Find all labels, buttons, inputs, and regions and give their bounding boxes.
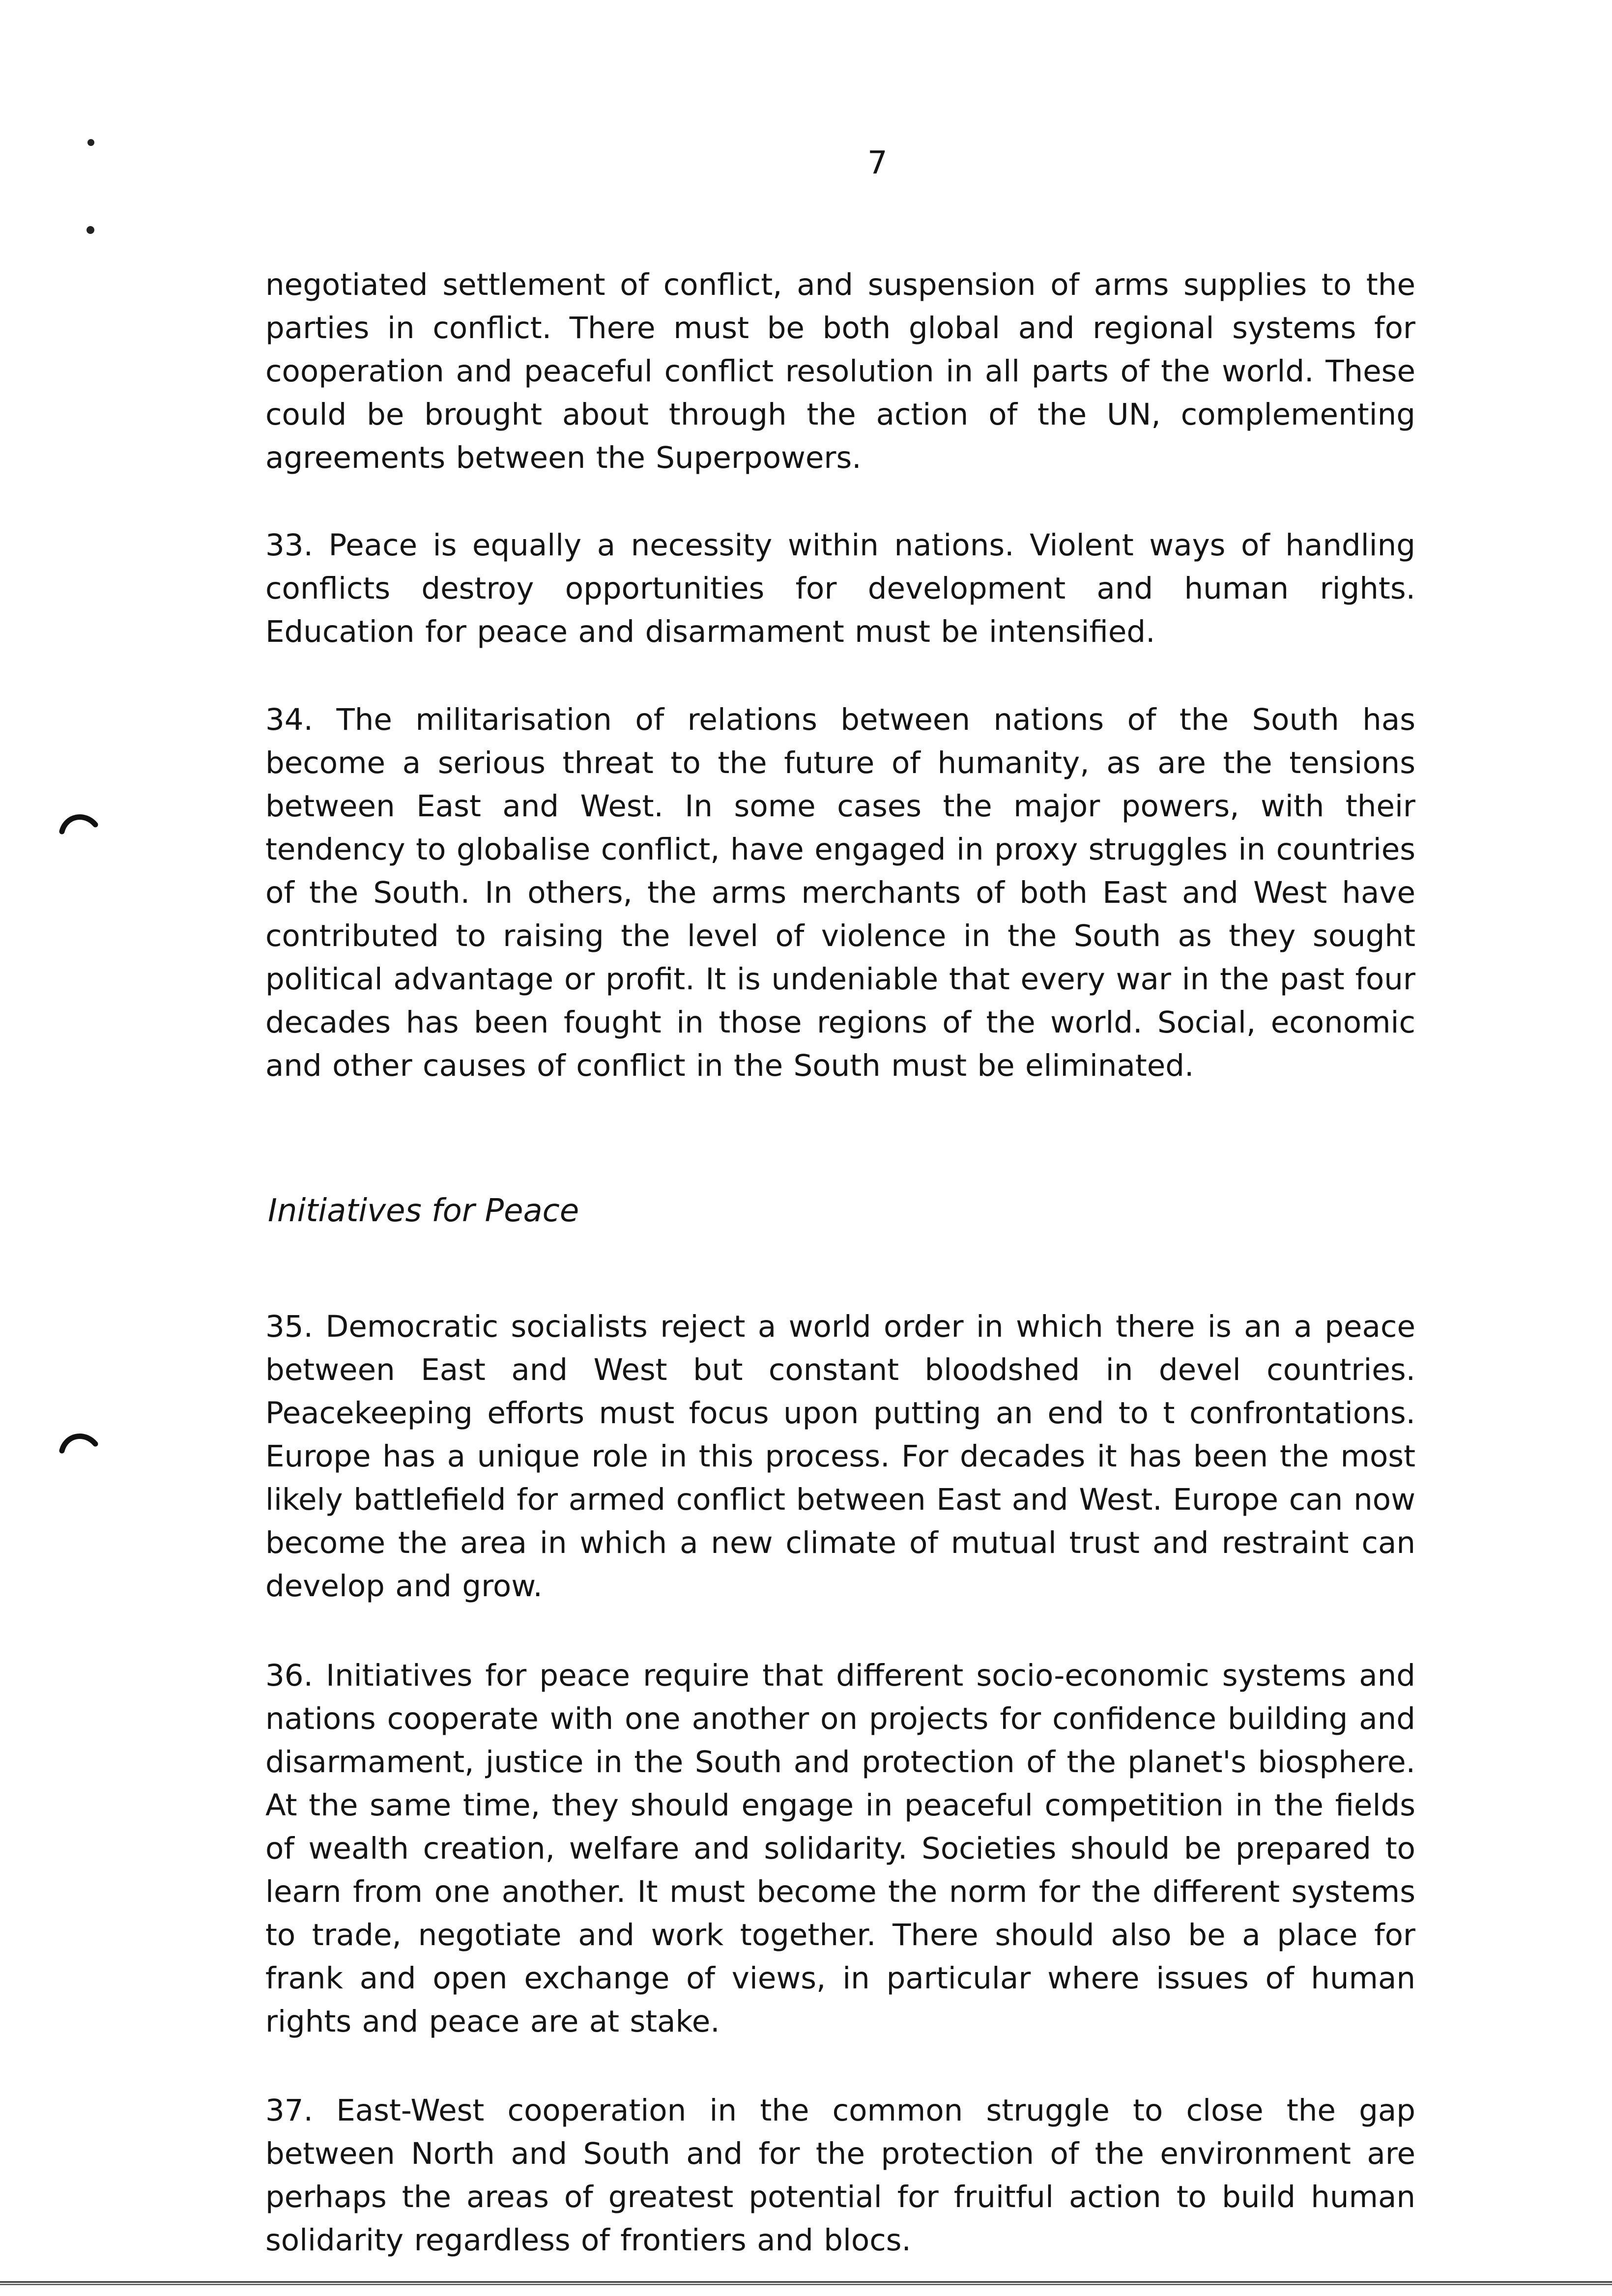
punch-hole-mark-icon [59, 806, 98, 835]
page-number: 7 [867, 145, 888, 181]
scan-dot-mark [86, 226, 94, 234]
paragraph-35: 35. Democratic socialists reject a world order in which there is an a peace between East and West but constant bloodshed in devel countries. Peacekeeping efforts must focus upon putting an end to t confrontations. Europe has a unique role in this process. For decades it has been the most likely battlefield for armed conflict between East and West. Europe can now become the area in which a new climate of mutual trust and restraint can develop and grow. [265, 1309, 1415, 1604]
scan-dot-mark [87, 139, 94, 146]
paragraph-33: 33. Peace is equally a necessity within nations. Violent ways of handling conflicts destroy opportunities for development and human rights. Education for peace and disarmament must be intensified. [265, 528, 1415, 649]
section-heading: Initiatives for Peace [268, 1193, 579, 1229]
page-bottom-rule [0, 2281, 1612, 2285]
paragraph-36: 36. Initiatives for peace require that different socio-economic systems and nations cooperate with one another on projects for confidence building and disarmament, justice in the South and protection of the planet's biosphere. At the same time, they should engage in peaceful competition in the fields of wealth creation, welfare and solidarity. Societies should be prepared to learn from one another. It must become the norm for the different systems to trade, negotiate and work together. There should also be a place for frank and open exchange of views, in particular where issues of human rights and peace are at stake. [265, 1658, 1415, 2039]
paragraph-continued: negotiated settlement of conflict, and suspension of arms supplies to the parties in conflict. There must be both global and regional systems for cooperation and peaceful conflict resolution in all parts of the world. These could be brought about through the action of the UN, complementing agreements between the Superpowers. [265, 267, 1415, 475]
punch-hole-mark-icon [59, 1425, 98, 1455]
paragraph-37: 37. East-West cooperation in the common struggle to close the gap between North and South and for the protection of the environment are perhaps the areas of greatest potential for fruitful action to build human solidarity regardless of frontiers and blocs. [265, 2093, 1415, 2258]
paragraph-34: 34. The militarisation of relations between nations of the South has become a serious threat to the future of humanity, as are the tensions between East and West. In some cases the major powers, with their tendency to globalise conflict, have engaged in proxy struggles in countries of the South. In others, the arms merchants of both East and West have contributed to raising the level of violence in the South as they sought political advantage or profit. It is undeniable that every war in the past four decades has been fought in those regions of the world. Social, economic and other causes of conflict in the South must be eliminated. [265, 702, 1415, 1083]
